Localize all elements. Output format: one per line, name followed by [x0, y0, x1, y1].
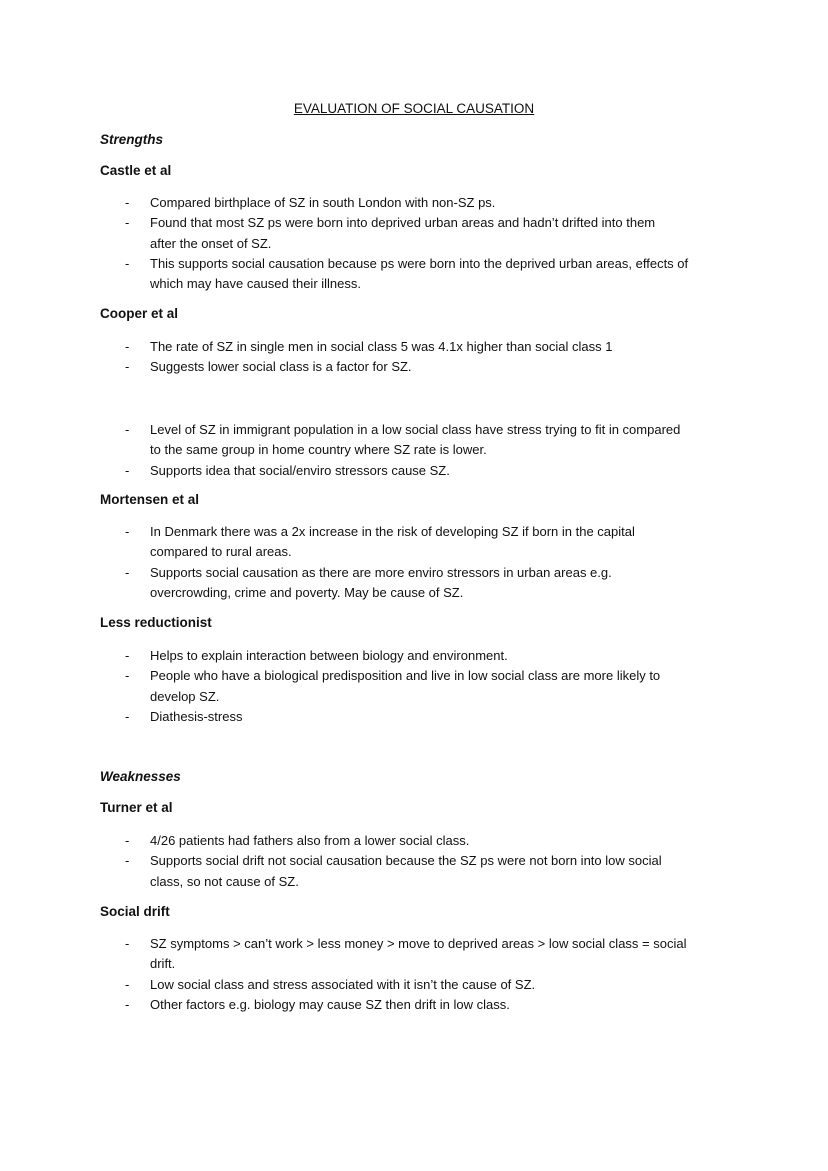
list-item [0, 646, 828, 666]
dash-bullet-icon: - [125, 255, 130, 271]
list-item [0, 420, 828, 461]
list-item [0, 707, 828, 727]
bullet-list [0, 934, 828, 1015]
list-item-text: drift. [150, 956, 176, 972]
weaknesses-heading: Weaknesses [100, 769, 181, 784]
bullet-list [0, 420, 828, 481]
list-item [0, 666, 828, 707]
list-item-text: after the onset of SZ. [150, 235, 272, 251]
dash-bullet-icon: - [125, 462, 130, 478]
list-item-text: Supports idea that social/enviro stressors cause SZ. [150, 462, 450, 478]
list-item-text: Level of SZ in immigrant population in a low social class have stress trying to fit in compared [150, 422, 681, 437]
dash-bullet-icon: - [125, 195, 130, 210]
bullet-list [0, 522, 828, 603]
dash-bullet-icon: - [125, 648, 130, 663]
list-item-text: In Denmark there was a 2x increase in the risk of developing SZ if born in the capital [150, 524, 635, 539]
list-item [0, 563, 828, 604]
list-item [0, 975, 828, 995]
list-item-text: Suggests lower social class is a factor for SZ. [150, 359, 412, 375]
list-item [0, 193, 828, 213]
dash-bullet-icon: - [125, 853, 130, 869]
list-item [0, 522, 828, 563]
list-item-text: Diathesis-stress [150, 708, 243, 724]
dash-bullet-icon: - [125, 564, 130, 580]
list-item [0, 213, 828, 254]
bullet-list [0, 193, 828, 294]
page-title: EVALUATION OF SOCIAL CAUSATION [293, 101, 535, 116]
dash-bullet-icon: - [125, 833, 130, 848]
dash-bullet-icon: - [125, 359, 130, 375]
list-item-text: The rate of SZ in single men in social class 5 was 4.1x higher than social class 1 [150, 339, 613, 354]
section-heading: Mortensen et al [100, 492, 200, 507]
dash-bullet-icon: - [125, 524, 130, 539]
list-item-text: Supports social drift not social causation because the SZ ps were not born into low social [150, 853, 662, 869]
list-item-text: People who have a biological predisposition and live in low social class are more likely to [150, 668, 661, 684]
list-item [0, 851, 828, 892]
section-heading: Less reductionist [100, 615, 212, 630]
list-item-text: Other factors e.g. biology may cause SZ then drift in low class. [150, 996, 510, 1012]
dash-bullet-icon: - [125, 422, 130, 437]
list-item [0, 934, 828, 975]
section-heading: Cooper et al [100, 306, 179, 321]
list-item-text: compared to rural areas. [150, 544, 292, 560]
dash-bullet-icon: - [125, 996, 130, 1012]
dash-bullet-icon: - [125, 708, 130, 724]
dash-bullet-icon: - [125, 668, 130, 684]
list-item [0, 254, 828, 295]
section-heading: Social drift [100, 904, 170, 919]
dash-bullet-icon: - [125, 936, 130, 951]
list-item-text: Low social class and stress associated with it isn’t the cause of SZ. [150, 976, 536, 992]
list-item-text: Helps to explain interaction between biology and environment. [150, 648, 508, 663]
list-item-text: Compared birthplace of SZ in south London with non-SZ ps. [150, 195, 496, 210]
list-item-text: which may have caused their illness. [150, 276, 361, 292]
bullet-list [0, 831, 828, 892]
bullet-list [0, 337, 828, 378]
list-item [0, 337, 828, 357]
dash-bullet-icon: - [125, 976, 130, 992]
list-item-text: 4/26 patients had fathers also from a lower social class. [150, 833, 470, 848]
list-item [0, 357, 828, 377]
list-item [0, 995, 828, 1015]
list-item-text: Found that most SZ ps were born into deprived urban areas and hadn’t drifted into them [150, 215, 656, 231]
list-item-text: class, so not cause of SZ. [150, 873, 299, 889]
list-item-text: to the same group in home country where SZ rate is lower. [150, 442, 487, 458]
bullet-list [0, 646, 828, 727]
list-item [0, 461, 828, 481]
list-item-text: SZ symptoms > can’t work > less money > move to deprived areas > low social class = social [150, 936, 687, 951]
strengths-heading: Strengths [100, 132, 164, 147]
dash-bullet-icon: - [125, 339, 130, 354]
list-item-text: Supports social causation as there are more enviro stressors in urban areas e.g. [150, 564, 612, 580]
list-item-text: develop SZ. [150, 688, 220, 704]
list-item [0, 831, 828, 851]
section-heading: Castle et al [100, 163, 172, 178]
list-item-text: This supports social causation because ps were born into the deprived urban areas, effects of [150, 255, 689, 271]
dash-bullet-icon: - [125, 215, 130, 231]
section-heading: Turner et al [100, 800, 173, 815]
list-item-text: overcrowding, crime and poverty. May be cause of SZ. [150, 584, 464, 600]
